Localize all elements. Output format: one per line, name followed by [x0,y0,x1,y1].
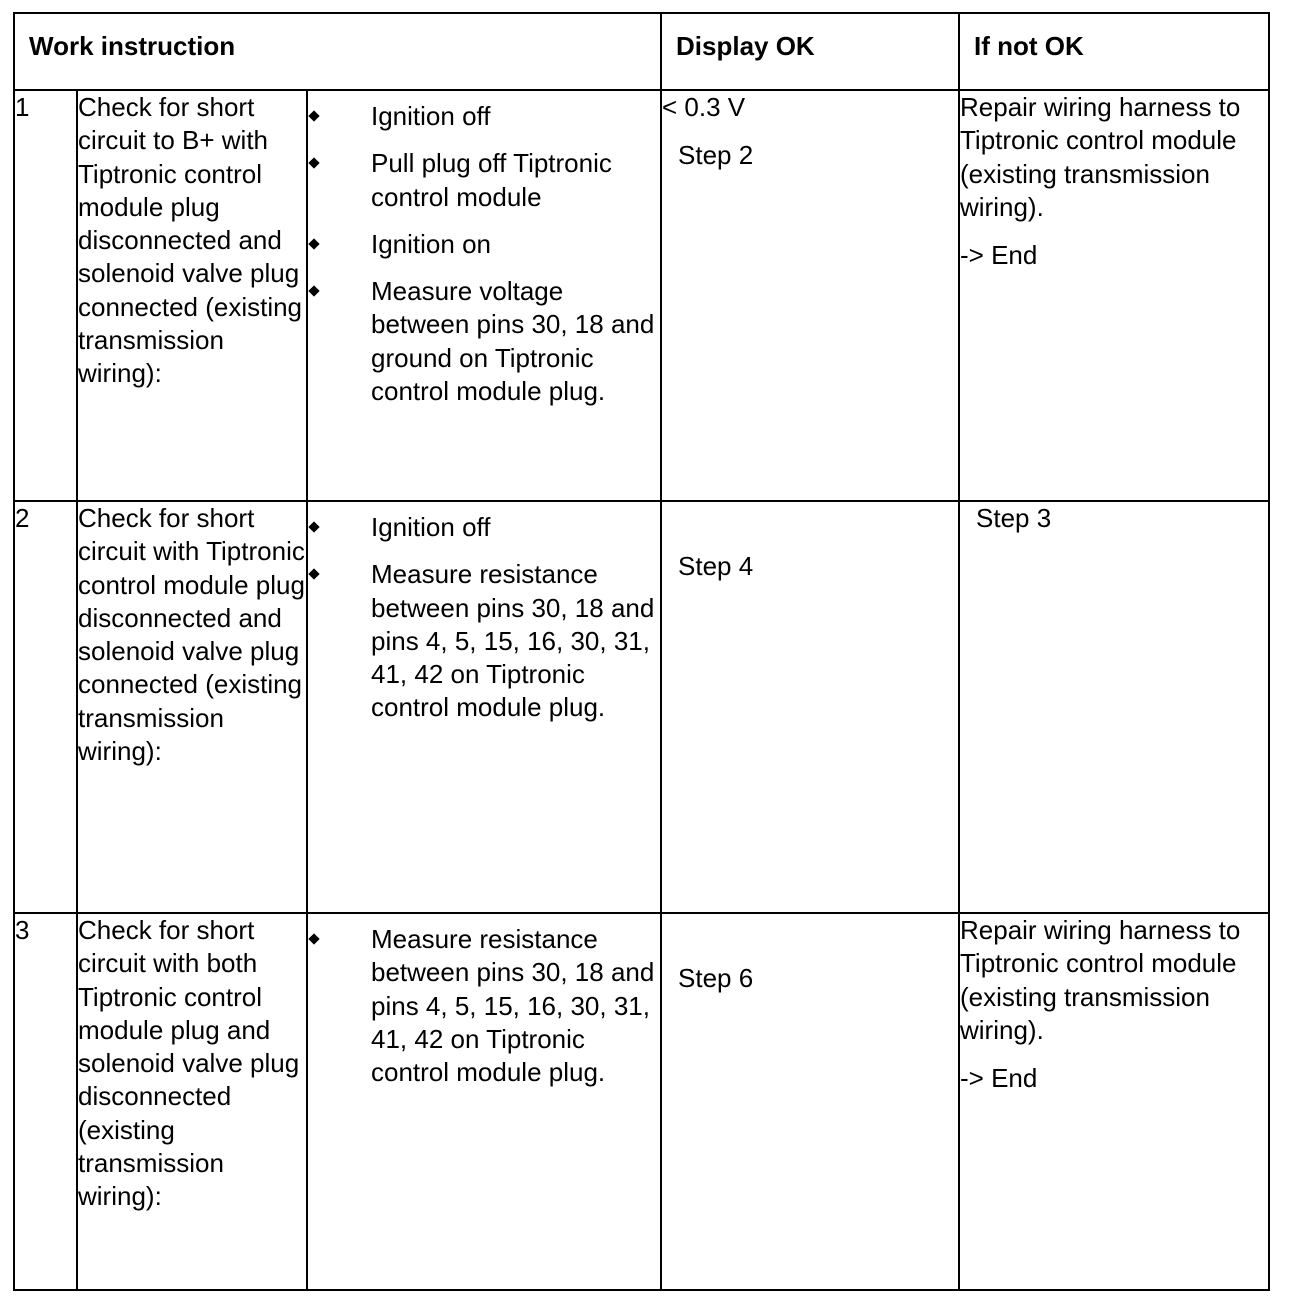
action-item [308,147,660,214]
header-if-not-ok: If not OK [959,13,1269,90]
header-display-ok: Display OK [661,13,959,90]
action-item [308,228,660,261]
display-ok-cell [661,913,959,1290]
step-number: 2 [14,501,77,913]
if-not-ok-text: Repair wiring harness to Tiptronic control module (existing transmission wiring). [960,92,1241,222]
table-row [14,501,1269,913]
step-description: Check for short circuit to B+ with Tiptronic control module plug disconnected and solenoid valve plug connected (existing transmission wiring): [77,90,307,501]
bullet-diamond-icon [308,521,319,532]
work-instruction-table [13,12,1270,1291]
bullet-diamond-icon [308,569,319,580]
display-ok-step: Step 2 [678,140,754,171]
header-work-instruction: Work instruction [14,13,661,90]
if-not-ok-cell [959,501,1269,913]
bullet-diamond-icon [308,933,319,944]
action-item [308,511,660,544]
if-not-ok-cell [959,913,1269,1290]
if-not-ok-cell [959,90,1269,501]
table-row [14,913,1269,1290]
step-actions [307,90,661,501]
action-item [308,275,660,408]
header-row [14,13,1269,90]
action-item [308,100,660,133]
if-not-ok-text: Repair wiring harness to Tiptronic control module (existing transmission wiring). [960,915,1241,1045]
bullet-diamond-icon [308,158,319,169]
display-ok-step: Step 6 [678,963,754,993]
action-text: Pull plug off Tiptronic control module [371,148,612,212]
table-row [14,90,1269,501]
step-description: Check for short circuit with both Tiptronic control module plug and solenoid valve plug disconnected (existing transmission wiring): [77,913,307,1290]
if-not-ok-end: -> End [960,1063,1038,1094]
bullet-diamond-icon [308,238,319,249]
display-ok-step: Step 4 [678,551,754,581]
step-number: 1 [14,90,77,501]
step-description: Check for short circuit with Tiptronic control module plug disconnected and solenoid valve plug connected (existing transmission wiring): [77,501,307,913]
bullet-diamond-icon [308,286,319,297]
action-text: Measure voltage between pins 30, 18 and ground on Tiptronic control module plug. [371,276,655,407]
action-text: Ignition on [371,228,491,259]
display-ok-cell [661,90,959,501]
action-text: Measure resistance between pins 30, 18 and pins 4, 5, 15, 16, 30, 31, 41, 42 on Tiptronic control module plug. [371,559,655,723]
step-actions [307,501,661,913]
step-number: 3 [14,913,77,1290]
step-actions [307,913,661,1290]
action-text: Ignition off [371,101,491,131]
action-item [308,923,660,1089]
action-text: Measure resistance between pins 30, 18 and pins 4, 5, 15, 16, 30, 31, 41, 42 on Tiptronic control module plug. [371,924,655,1088]
if-not-ok-step: Step 3 [976,503,1052,533]
display-ok-value: < 0.3 V [662,92,746,122]
display-ok-cell [661,501,959,913]
if-not-ok-end: -> End [960,240,1038,271]
bullet-diamond-icon [308,110,319,121]
action-text: Ignition off [371,512,491,542]
action-item [308,558,660,724]
